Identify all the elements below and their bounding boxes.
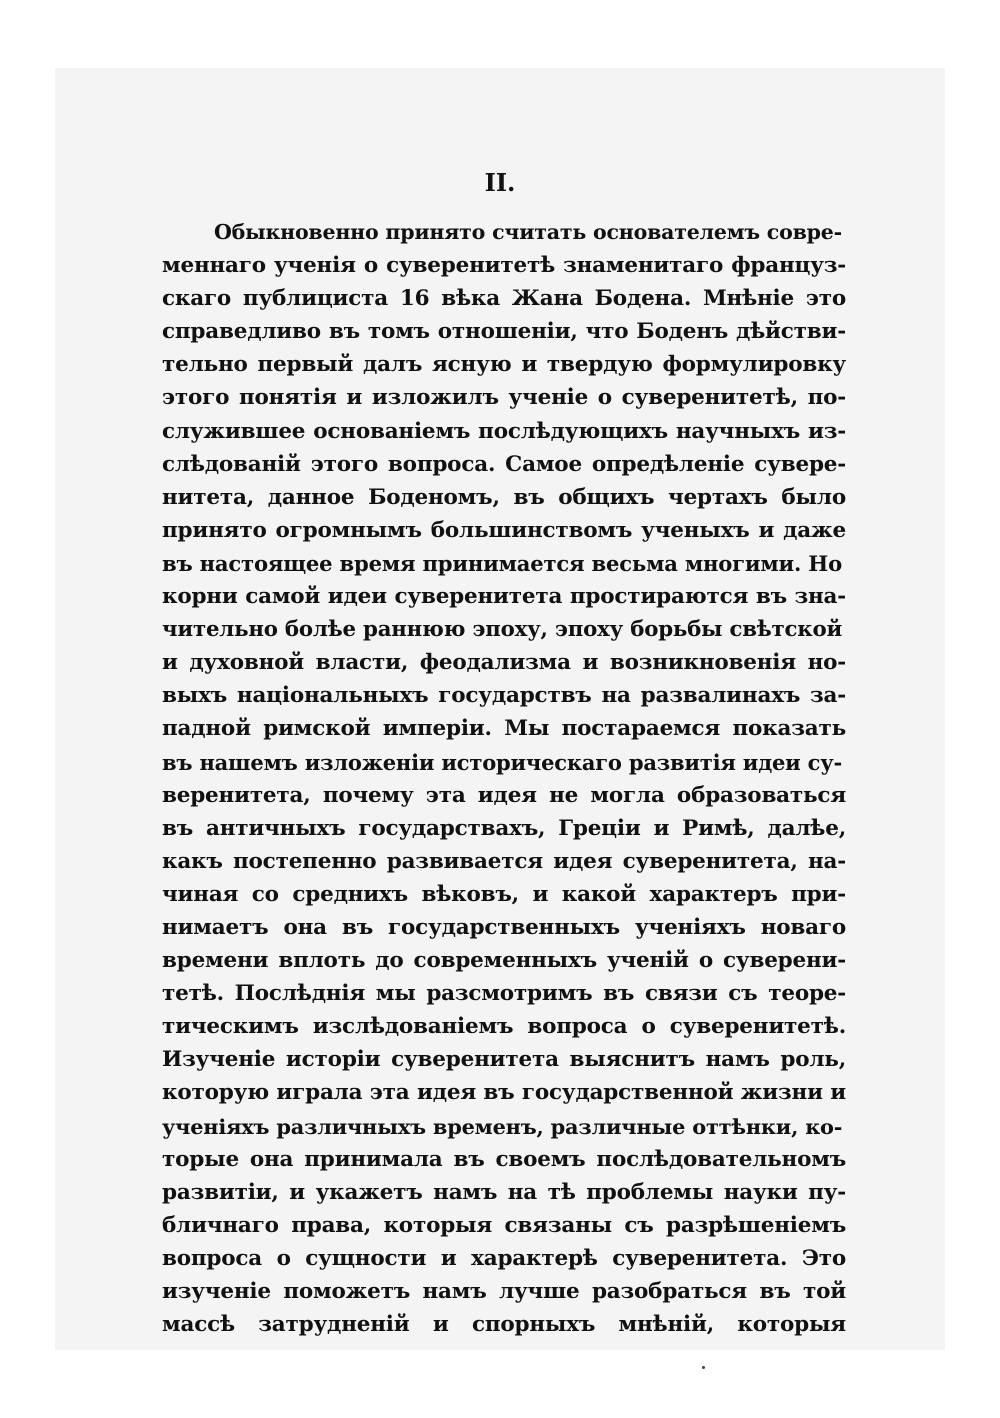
text-line: какъ постепенно развивается идея суверенитета, на- bbox=[162, 848, 846, 874]
text-line: бличнаго права, которыя связаны съ разрѣшеніемъ bbox=[162, 1212, 846, 1238]
text-line: тетѣ. Послѣднія мы разсмотримъ въ связи съ теоре- bbox=[162, 981, 846, 1007]
text-line: въ античныхъ государствахъ, Греціи и Римѣ, далѣе, bbox=[162, 815, 846, 841]
text-line: Обыкновенно принято считать основателемъ совре- bbox=[214, 220, 842, 244]
text-line: тическимъ изслѣдованіемъ вопроса о суверенитетѣ. bbox=[162, 1014, 846, 1040]
text-line: нимаетъ она въ государственныхъ ученіяхъ новаго bbox=[162, 914, 846, 940]
text-line: меннаго ученія о суверенитетѣ знаменитаго француз- bbox=[162, 253, 846, 279]
text-line: въ настоящее время принимается весьма многими. Но bbox=[162, 550, 842, 576]
text-line: чительно болѣе раннюю эпоху, эпоху борьбы свѣтской bbox=[162, 617, 843, 643]
text-line: чиная со среднихъ вѣковъ, и какой характеръ при- bbox=[162, 881, 846, 907]
body-text bbox=[162, 216, 846, 1341]
text-line: слѣдованій этого вопроса. Самое опредѣленіе сувере- bbox=[162, 451, 846, 477]
text-line: падной римской имперіи. Мы постараемся показать bbox=[162, 716, 846, 742]
text-line: въ нашемъ изложеніи историческаго развитія идеи су- bbox=[162, 749, 843, 775]
text-line: вопроса о сущности и характерѣ суверенитета. Это bbox=[162, 1245, 846, 1271]
text-line: времени вплоть до современныхъ ученій о суверени- bbox=[162, 948, 846, 974]
text-line: выхъ національныхъ государствъ на развалинахъ за- bbox=[162, 683, 846, 709]
text-line: массѣ затрудненій и спорныхъ мнѣній, которыя bbox=[162, 1312, 846, 1338]
text-line: развитіи, и укажетъ намъ на тѣ проблемы науки пу- bbox=[162, 1179, 846, 1205]
text-line: нитета, данное Боденомъ, въ общихъ чертахъ было bbox=[162, 484, 846, 510]
page-scan bbox=[55, 68, 945, 1350]
text-line: справедливо въ томъ отношеніи, что Боденъ дѣйстви- bbox=[162, 319, 846, 345]
text-line: изученіе поможетъ намъ лучше разобраться въ той bbox=[162, 1279, 846, 1304]
text-line: ученіяхъ различныхъ временъ, различные оттѣнки, ко- bbox=[162, 1113, 843, 1139]
text-line: этого понятія и изложилъ ученіе о суверенитетѣ, по- bbox=[162, 385, 846, 411]
text-line: веренитета, почему эта идея не могла образоваться bbox=[162, 782, 846, 808]
text-line: скаго публициста 16 вѣка Жана Бодена. Мнѣніе это bbox=[162, 286, 846, 312]
text-line: которую играла эта идея въ государственной жизни и bbox=[162, 1080, 846, 1106]
text-line: корни самой идеи суверенитета простираются въ зна- bbox=[162, 584, 846, 610]
text-line: принято огромнымъ большинствомъ ученыхъ и даже bbox=[162, 517, 846, 543]
text-line: и духовной власти, феодализма и возникновенія но- bbox=[162, 650, 846, 676]
text-line: тельно первый далъ ясную и твердую формулировку bbox=[162, 352, 846, 378]
text-line: служившее основаніемъ послѣдующихъ научныхъ из- bbox=[162, 418, 846, 444]
text-line: торые она принимала въ своемъ послѣдовательномъ bbox=[162, 1146, 846, 1172]
chapter-heading: II. bbox=[484, 168, 516, 197]
text-line: Изученіе исторіи суверенитета выяснитъ намъ роль, bbox=[162, 1047, 846, 1073]
print-speck bbox=[702, 1366, 705, 1369]
